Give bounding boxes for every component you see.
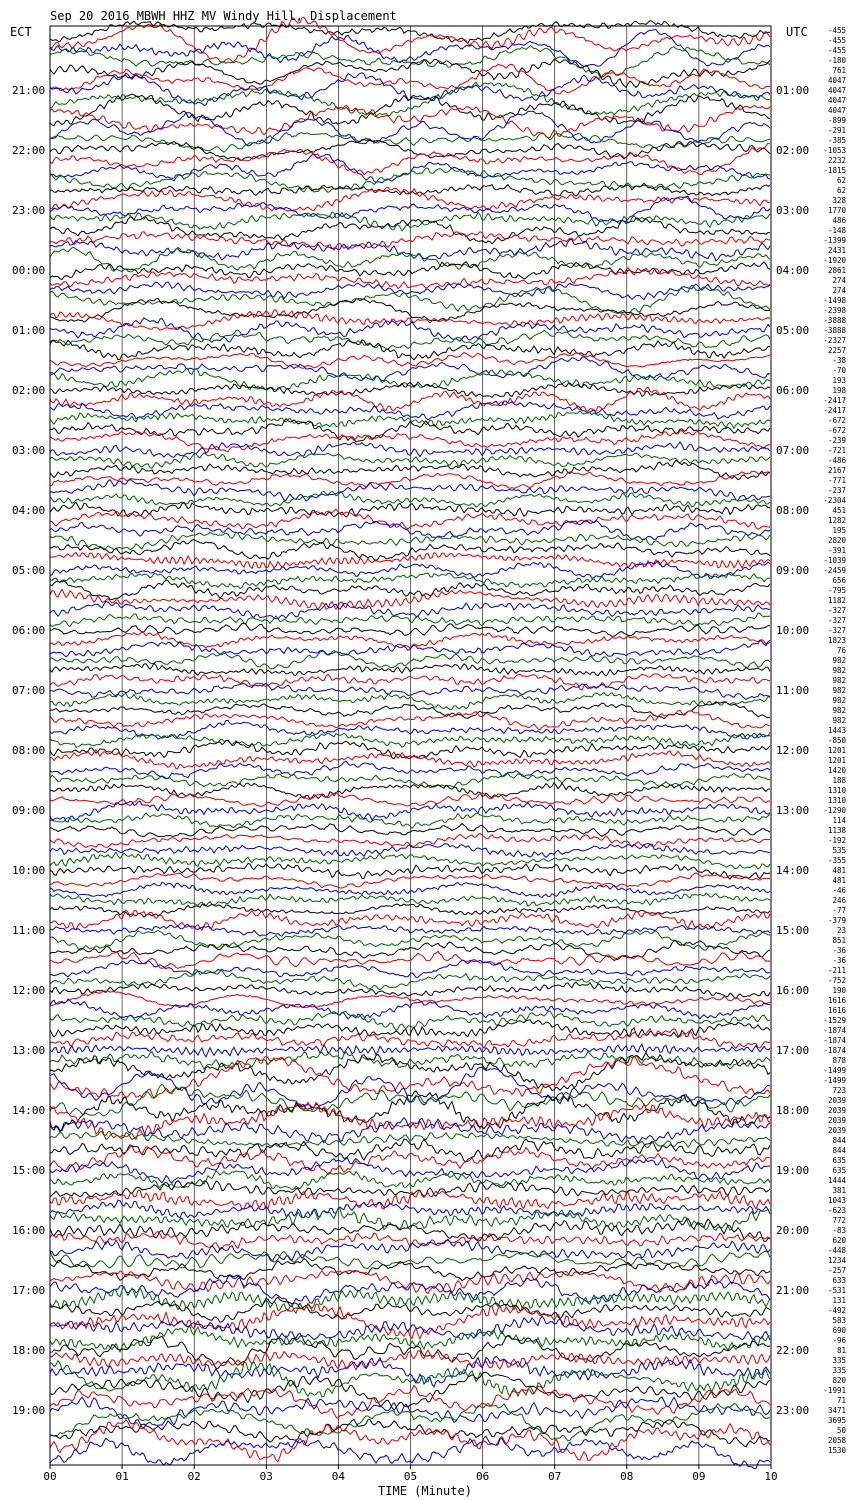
trace-offset-label: 2039	[827, 1096, 846, 1105]
trace-offset-label: -192	[827, 836, 846, 845]
seismic-trace	[50, 1020, 770, 1038]
trace-offset-label: 690	[832, 1326, 846, 1335]
trace-offset-label: 2039	[827, 1106, 846, 1115]
seismic-trace	[50, 1084, 770, 1116]
seismic-trace	[50, 1209, 770, 1231]
trace-offset-label: 2257	[827, 346, 846, 355]
trace-offset-label: 635	[832, 1156, 846, 1165]
seismic-trace	[50, 105, 770, 138]
seismic-trace	[50, 1011, 770, 1030]
utc-hour-label: 16:00	[776, 984, 810, 997]
trace-offset-label: 1201	[827, 756, 846, 765]
trace-offset-label: 274	[832, 276, 846, 285]
trace-offset-label: -752	[827, 976, 846, 985]
trace-offset-label: -2304	[823, 496, 846, 505]
trace-offset-label: -327	[827, 616, 846, 625]
seismic-trace	[50, 1091, 770, 1132]
trace-offset-label: 486	[832, 216, 846, 225]
trace-offset-label: -327	[827, 606, 846, 615]
trace-offset-label: 190	[832, 986, 846, 995]
seismic-trace	[50, 1132, 770, 1148]
trace-offset-label: -1499	[823, 1076, 846, 1085]
trace-offset-label: 1310	[827, 786, 846, 795]
ect-hour-label: 03:00	[12, 444, 46, 457]
trace-offset-label: -623	[827, 1206, 846, 1215]
seismic-trace	[50, 310, 770, 330]
trace-offset-label: 3695	[827, 1416, 846, 1425]
seismic-trace	[50, 285, 770, 315]
trace-offset-label: 62	[836, 186, 846, 195]
ect-hour-label: 14:00	[12, 1104, 46, 1117]
seismic-trace	[50, 1239, 770, 1261]
utc-hour-label: 07:00	[776, 444, 810, 457]
trace-offset-label: 723	[832, 1086, 846, 1095]
utc-hour-label: 23:00	[776, 1404, 810, 1417]
ect-hour-label: 05:00	[12, 564, 46, 577]
trace-offset-label: 274	[832, 286, 846, 295]
ect-hour-label: 01:00	[12, 324, 46, 337]
seismic-trace	[50, 864, 770, 880]
seismic-trace	[50, 1044, 770, 1057]
seismic-trace	[50, 196, 770, 221]
trace-offset-label: -391	[827, 546, 846, 555]
utc-hour-label: 18:00	[776, 1104, 810, 1117]
trace-offset-label: -1874	[823, 1036, 846, 1045]
ect-hour-label: 22:00	[12, 144, 46, 157]
trace-offset-label: 2039	[827, 1116, 846, 1125]
x-tick-label: 01	[115, 1470, 129, 1483]
trace-offset-label: -36	[832, 956, 846, 965]
trace-offset-label: 656	[832, 576, 846, 585]
seismic-trace	[50, 1118, 770, 1143]
seismic-trace	[50, 502, 770, 517]
trace-offset-label: 335	[832, 1366, 846, 1375]
trace-offset-label: 583	[832, 1316, 846, 1325]
seismic-trace	[50, 1436, 770, 1468]
trace-offset-label: -1039	[823, 556, 846, 565]
seismic-trace	[50, 387, 770, 411]
trace-offset-label: 481	[832, 866, 846, 875]
seismic-trace	[50, 248, 770, 272]
seismic-trace	[50, 369, 770, 391]
trace-offset-label: 620	[832, 1236, 846, 1245]
trace-offset-label: 4047	[827, 96, 846, 105]
ect-hour-label: 18:00	[12, 1344, 46, 1357]
seismic-trace	[50, 30, 770, 67]
trace-offset-label: 71	[836, 1396, 846, 1405]
seismic-trace	[50, 509, 770, 529]
trace-offset-label: -2398	[823, 306, 846, 315]
trace-offset-label: -771	[827, 476, 846, 485]
trace-offset-label: 1234	[827, 1256, 846, 1265]
utc-hour-label: 02:00	[776, 144, 810, 157]
ect-hour-label: 16:00	[12, 1224, 46, 1237]
x-tick-label: 09	[692, 1470, 706, 1483]
utc-hour-label: 13:00	[776, 804, 810, 817]
trace-offset-label: -291	[827, 126, 846, 135]
trace-offset-label: -1529	[823, 1016, 846, 1025]
trace-offset-label: -77	[832, 906, 846, 915]
utc-hour-label: 09:00	[776, 564, 810, 577]
seismic-trace	[50, 46, 770, 77]
trace-offset-label: -1053	[823, 146, 846, 155]
trace-offset-label: 2039	[827, 1126, 846, 1135]
trace-offset-label: -1874	[823, 1046, 846, 1055]
trace-offset-label: 1420	[827, 766, 846, 775]
utc-hour-label: 03:00	[776, 204, 810, 217]
seismic-trace	[50, 904, 770, 917]
seismic-trace	[50, 154, 770, 183]
ect-hour-label: 07:00	[12, 684, 46, 697]
trace-offset-label: -1498	[823, 296, 846, 305]
trace-offset-label: 2232	[827, 156, 846, 165]
ect-hour-label: 00:00	[12, 264, 46, 277]
utc-hour-label: 21:00	[776, 1284, 810, 1297]
seismic-trace	[50, 1350, 770, 1369]
utc-hour-label: 19:00	[776, 1164, 810, 1177]
trace-offset-label: 982	[832, 716, 846, 725]
trace-offset-label: 188	[832, 776, 846, 785]
seismic-trace	[50, 941, 770, 961]
ect-hour-label: 21:00	[12, 84, 46, 97]
utc-hour-label: 06:00	[776, 384, 810, 397]
ect-hour-label: 13:00	[12, 1044, 46, 1057]
seismic-trace	[50, 1102, 770, 1139]
trace-offset-label: 982	[832, 686, 846, 695]
trace-offset-label: -1290	[823, 806, 846, 815]
trace-offset-label: 4047	[827, 106, 846, 115]
utc-hour-label: 15:00	[776, 924, 810, 937]
seismic-trace	[50, 532, 770, 550]
trace-offset-label: -211	[827, 966, 846, 975]
trace-offset-label: 335	[832, 1356, 846, 1365]
trace-offset-label: -1399	[823, 236, 846, 245]
seismic-trace	[50, 64, 770, 94]
ect-hour-label: 02:00	[12, 384, 46, 397]
seismic-trace	[50, 1171, 770, 1190]
trace-layer	[50, 17, 770, 1468]
seismic-trace	[50, 792, 770, 806]
ect-hour-label: 04:00	[12, 504, 46, 517]
trace-offset-label: 193	[832, 376, 846, 385]
seismic-trace	[50, 720, 770, 739]
trace-offset-label: 195	[832, 526, 846, 535]
trace-offset-label: -83	[832, 1226, 846, 1235]
trace-offset-label: -38	[832, 356, 846, 365]
trace-offset-label: -2417	[823, 406, 846, 415]
trace-offset-label: 246	[832, 896, 846, 905]
seismic-trace	[50, 431, 770, 452]
trace-offset-label: 2431	[827, 246, 846, 255]
utc-hour-label: 22:00	[776, 1344, 810, 1357]
x-tick-label: 03	[259, 1470, 273, 1483]
trace-offset-label: -2459	[823, 566, 846, 575]
trace-offset-label: -672	[827, 426, 846, 435]
trace-offset-label: -455	[827, 26, 846, 35]
seismic-trace	[50, 340, 770, 360]
seismic-trace	[50, 479, 770, 501]
trace-offset-label: -531	[827, 1286, 846, 1295]
trace-offset-label: -385	[827, 136, 846, 145]
trace-offset-label: -486	[827, 456, 846, 465]
seismic-trace	[50, 282, 770, 300]
x-axis-label: TIME (Minute)	[378, 1484, 472, 1498]
trace-offset-label: 982	[832, 696, 846, 705]
ect-hour-label: 23:00	[12, 204, 46, 217]
utc-hour-label: 04:00	[776, 264, 810, 277]
seismic-trace	[50, 442, 770, 457]
seismic-trace	[50, 217, 770, 244]
seismic-trace	[50, 1270, 770, 1293]
trace-offset-label: -455	[827, 36, 846, 45]
trace-offset-label: -257	[827, 1266, 846, 1275]
trace-offset-label: -36	[832, 946, 846, 955]
seismic-trace	[50, 139, 770, 160]
utc-hour-label: 20:00	[776, 1224, 810, 1237]
trace-offset-label: 2820	[827, 536, 846, 545]
trace-offset-label: 451	[832, 506, 846, 515]
trace-offset-label: -379	[827, 916, 846, 925]
trace-offset-label: 76	[836, 646, 846, 655]
x-tick-label: 00	[43, 1470, 57, 1483]
trace-offset-label: 1443	[827, 726, 846, 735]
seismic-trace	[50, 702, 770, 719]
seismic-trace	[50, 133, 770, 153]
trace-offset-label: -2327	[823, 336, 846, 345]
trace-offset-label: 1616	[827, 1006, 846, 1015]
seismic-trace	[50, 1297, 770, 1322]
trace-offset-label: 851	[832, 936, 846, 945]
trace-offset-label: 844	[832, 1146, 846, 1155]
seismic-trace	[50, 813, 770, 828]
utc-hour-label: 12:00	[776, 744, 810, 757]
seismic-trace	[50, 663, 770, 676]
seismic-trace	[50, 471, 770, 488]
x-tick-label: 06	[475, 1470, 490, 1483]
seismic-trace	[50, 674, 770, 690]
seismic-trace	[50, 419, 770, 442]
trace-offset-label: 1616	[827, 996, 846, 1005]
trace-offset-label: -3888	[823, 316, 846, 325]
trace-offset-label: -96	[832, 1336, 846, 1345]
seismic-trace	[50, 651, 770, 669]
utc-hour-label: 08:00	[776, 504, 810, 517]
x-tick-label: 04	[331, 1470, 346, 1483]
trace-offset-label: -1499	[823, 1066, 846, 1075]
trace-offset-label: -2417	[823, 396, 846, 405]
trace-offset-label: 635	[832, 1166, 846, 1175]
ect-hour-label: 08:00	[12, 744, 46, 757]
trace-offset-label: 761	[832, 66, 846, 75]
ect-hour-label: 17:00	[12, 1284, 46, 1297]
ect-hour-label: 09:00	[12, 804, 46, 817]
x-tick-label: 02	[187, 1470, 201, 1483]
trace-offset-label: 982	[832, 666, 846, 675]
seismic-trace	[50, 1190, 770, 1209]
trace-offset-label: -46	[832, 886, 846, 895]
grid-layer	[50, 26, 771, 1469]
trace-offset-label: -1874	[823, 1026, 846, 1035]
seismic-trace	[50, 1029, 770, 1049]
trace-offset-label: 982	[832, 676, 846, 685]
left-axis-label: ECT	[10, 25, 32, 39]
x-tick-label: 07	[548, 1470, 562, 1483]
seismic-trace	[50, 601, 770, 618]
seismic-trace	[50, 1251, 770, 1268]
trace-offset-label: -1815	[823, 166, 846, 175]
trace-offset-label: 1444	[827, 1176, 846, 1185]
utc-hour-label: 01:00	[776, 84, 810, 97]
trace-offset-label: -721	[827, 446, 846, 455]
trace-offset-label: 535	[832, 846, 846, 855]
trace-offset-label: 1310	[827, 796, 846, 805]
trace-offset-label: -899	[827, 116, 846, 125]
seismic-trace	[50, 623, 770, 636]
trace-offset-label: -180	[827, 56, 846, 65]
trace-offset-label: -148	[827, 226, 846, 235]
trace-offset-label: 1282	[827, 516, 846, 525]
trace-offset-label: 481	[832, 876, 846, 885]
seismic-trace	[50, 982, 770, 999]
trace-offset-label: 633	[832, 1276, 846, 1285]
trace-offset-label: 982	[832, 656, 846, 665]
seismic-trace	[50, 991, 770, 1008]
trace-offset-label: 772	[832, 1216, 846, 1225]
seismic-trace	[50, 520, 770, 540]
trace-offset-label: 1823	[827, 636, 846, 645]
seismic-trace	[50, 401, 770, 420]
trace-offset-label: 982	[832, 706, 846, 715]
trace-offset-label: 2167	[827, 466, 846, 475]
trace-offset-label: -1920	[823, 256, 846, 265]
x-tick-label: 10	[764, 1470, 778, 1483]
ect-hour-label: 11:00	[12, 924, 46, 937]
trace-offset-label: 23	[836, 926, 846, 935]
ect-hour-label: 10:00	[12, 864, 46, 877]
trace-offset-label: 81	[836, 1346, 846, 1355]
seismic-trace	[50, 882, 770, 897]
trace-offset-label: 1201	[827, 746, 846, 755]
right-axis-label: UTC	[786, 25, 808, 39]
seismic-trace	[50, 572, 770, 588]
trace-offset-label: 62	[836, 176, 846, 185]
trace-offset-label: 1138	[827, 826, 846, 835]
trace-offset-label: 1530	[827, 1446, 846, 1455]
seismic-trace	[50, 239, 770, 260]
trace-offset-label: 2861	[827, 266, 846, 275]
trace-offset-label: 844	[832, 1136, 846, 1145]
trace-offset-label: -448	[827, 1246, 846, 1255]
trace-offset-label: -239	[827, 436, 846, 445]
trace-offset-label: -327	[827, 626, 846, 635]
ect-hour-label: 15:00	[12, 1164, 46, 1177]
utc-hour-label: 11:00	[776, 684, 810, 697]
trace-offset-label: 3471	[827, 1406, 846, 1415]
trace-offset-label: 878	[832, 1056, 846, 1065]
seismic-trace	[50, 580, 770, 600]
trace-offset-label: -70	[832, 366, 846, 375]
ect-hour-label: 12:00	[12, 984, 46, 997]
trace-offset-label: -1991	[823, 1386, 846, 1395]
trace-offset-label: -795	[827, 586, 846, 595]
seismic-trace	[50, 382, 770, 397]
trace-offset-label: -237	[827, 486, 846, 495]
trace-offset-label: 4047	[827, 86, 846, 95]
trace-offset-label: 1770	[827, 206, 846, 215]
x-tick-label: 08	[620, 1470, 634, 1483]
trace-offset-label: 198	[832, 386, 846, 395]
trace-offset-label: -492	[827, 1306, 846, 1315]
x-tick-label: 05	[403, 1470, 418, 1483]
utc-hour-label: 05:00	[776, 324, 810, 337]
trace-offset-label: 4047	[827, 76, 846, 85]
utc-hour-label: 10:00	[776, 624, 810, 637]
trace-offset-label: 114	[832, 816, 846, 825]
trace-offset-label: -850	[827, 736, 846, 745]
trace-offset-label: 2058	[827, 1436, 846, 1445]
seismic-trace	[50, 168, 770, 193]
trace-offset-label: -455	[827, 46, 846, 55]
trace-offset-label: 328	[832, 196, 846, 205]
utc-hour-label: 17:00	[776, 1044, 810, 1057]
trace-offset-label: -355	[827, 856, 846, 865]
trace-offset-label: 820	[832, 1376, 846, 1385]
seismic-trace	[50, 1052, 770, 1070]
trace-offset-label: 1182	[827, 596, 846, 605]
trace-offset-label: -672	[827, 416, 846, 425]
trace-offset-label: 381	[832, 1186, 846, 1195]
trace-offset-label: 131	[832, 1296, 846, 1305]
trace-offset-label: -3888	[823, 326, 846, 335]
utc-hour-label: 14:00	[776, 864, 810, 877]
chart-title: Sep 20 2016 MBWH HHZ MV Windy Hill, Displacement	[50, 9, 397, 23]
trace-offset-label: 50	[836, 1426, 846, 1435]
ect-hour-label: 06:00	[12, 624, 46, 637]
ect-hour-label: 19:00	[12, 1404, 46, 1417]
trace-offset-label: 1043	[827, 1196, 846, 1205]
seismic-trace	[50, 262, 770, 280]
